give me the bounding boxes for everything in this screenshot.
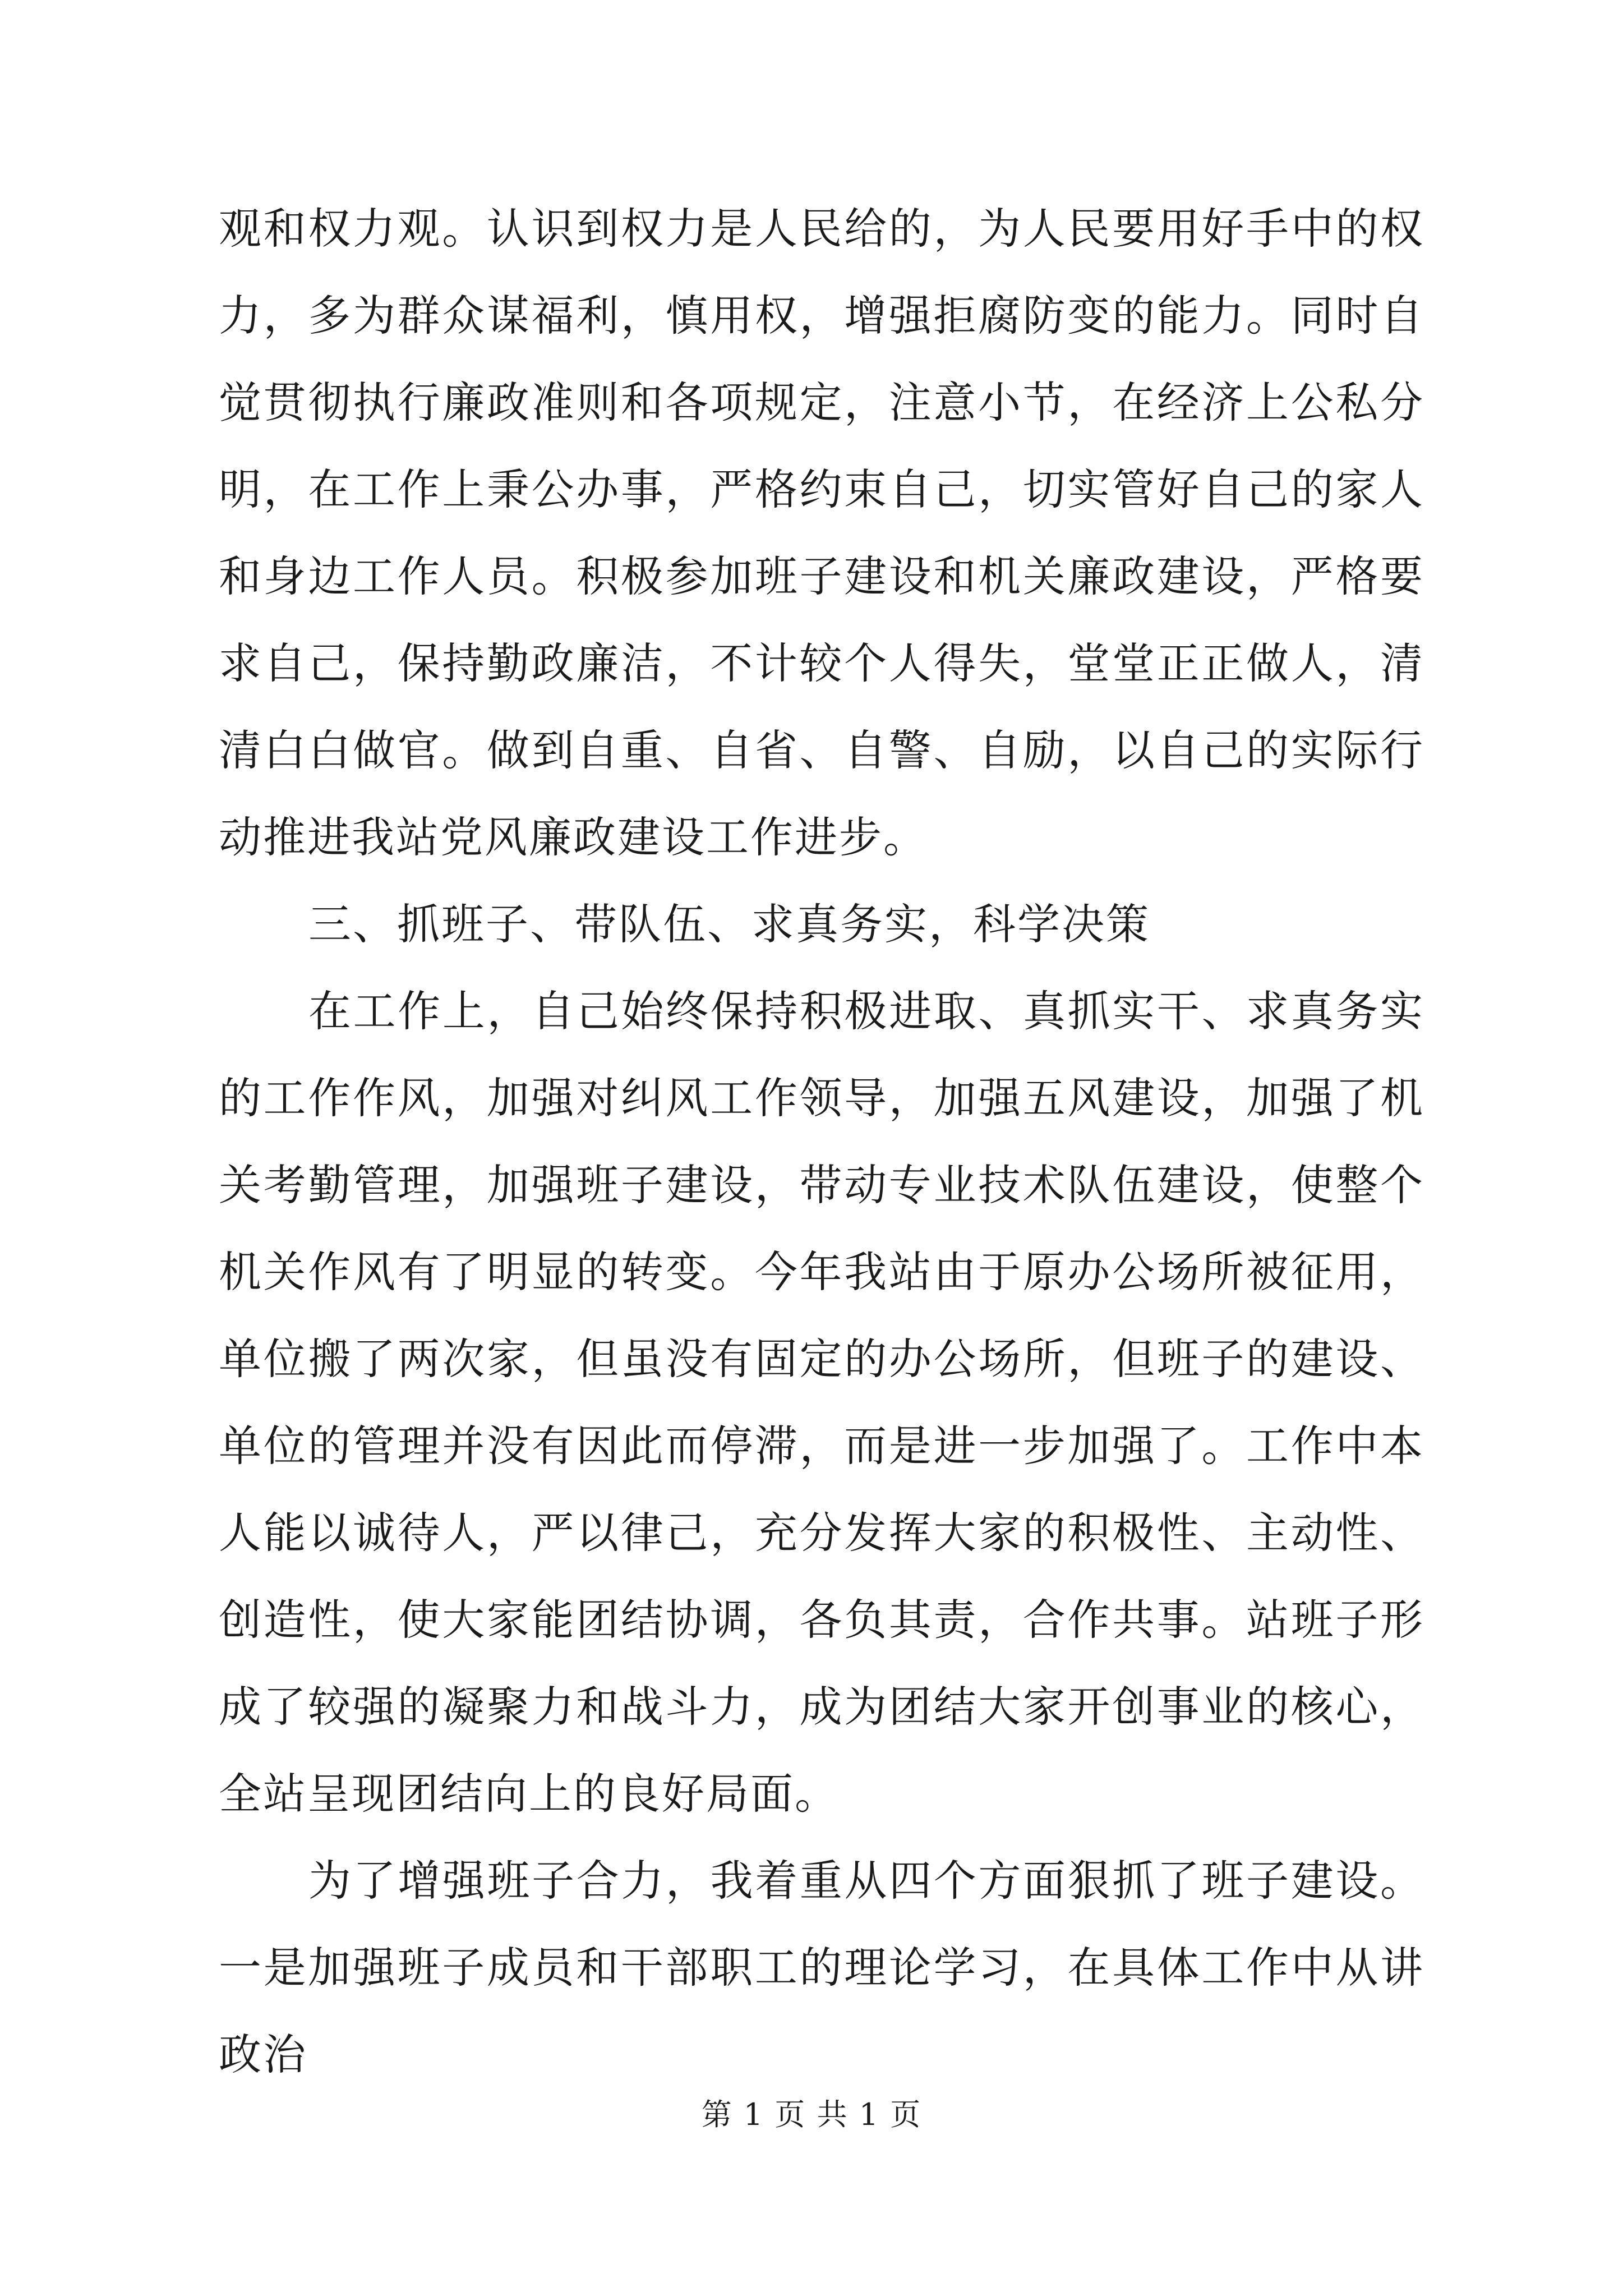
- paragraph-3: 为了增强班子合力，我着重从四个方面狠抓了班子建设。一是加强班子成员和干部职工的理论学习，在具体工作中从讲政治: [219, 1856, 1424, 2079]
- section-heading-3: 三、抓班子、带队伍、求真务实，科学决策: [308, 899, 1150, 949]
- paragraph-2: 在工作上，自己始终保持积极进取、真抓实干、求真务实的工作作风，加强对纠风工作领导，加强五风建设，加强了机关考勤管理，加强班子建设，带动专业技术队伍建设，使整个机关作风有了明显的转变。今年我站由于原办公场所被征用，单位搬了两次家，但虽没有固定的办公场所，但班子的建设、单位的管理并没有因此而停滞，而是进一步加强了。工作中本人能以诚待人，严以律己，充分发挥大家的积极性、主动性、创造性，使大家能团结协调，各负其责，合作共事。站班子形成了较强的凝聚力和战斗力，成为团结大家开创事业的核心，全站呈现团结向上的良好局面。: [219, 986, 1424, 1819]
- page-footer: 第 1 页 共 1 页: [701, 2097, 922, 2132]
- document-body: [219, 185, 1424, 2098]
- paragraph-1: 观和权力观。认识到权力是人民给的，为人民要用好手中的权力，多为群众谋福利，慎用权，增强拒腐防变的能力。同时自觉贯彻执行廉政准则和各项规定，注意小节，在经济上公私分明，在工作上秉公办事，严格约束自己，切实管好自己的家人和身边工作人员。积极参加班子建设和机关廉政建设，严格要求自己，保持勤政廉洁，不计较个人得失，堂堂正正做人，清清白白做官。做到自重、自省、自警、自励，以自己的实际行动推进我站党风廉政建设工作进步。: [219, 204, 1424, 862]
